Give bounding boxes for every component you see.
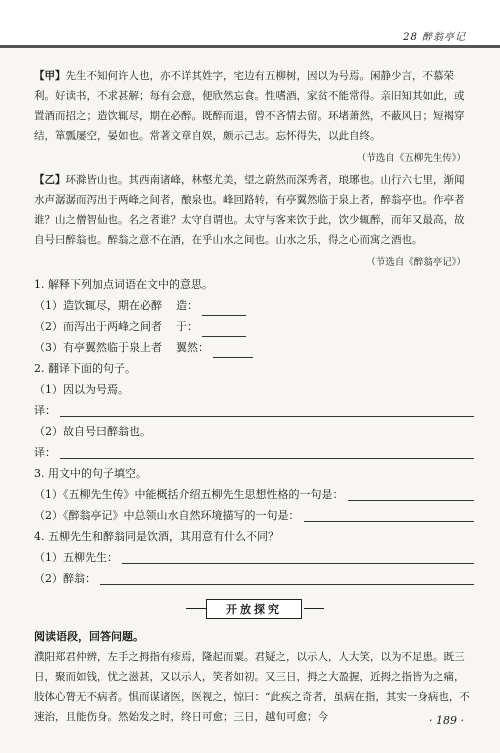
question-4-1-text: （1）五柳先生： [34, 551, 118, 564]
page-header [0, 0, 500, 48]
translation-label-2: 译： [34, 446, 56, 459]
passage-b-source: （节选自《醉翁亭记》） [366, 257, 466, 268]
question-4: 4. 五柳先生和醉翁同是饮酒，其用意有什么不同？ [34, 530, 279, 543]
translation-label-1: 译： [34, 404, 56, 417]
question-3-1-row [34, 484, 474, 505]
passage-a [34, 66, 474, 146]
question-1-2-word: 于： [176, 320, 198, 333]
passage-b [34, 170, 474, 250]
question-1-1 [34, 295, 474, 316]
banner-rule-left [186, 608, 206, 609]
answer-blank-1-3[interactable] [213, 343, 253, 358]
question-4-2-row [34, 568, 474, 589]
question-2-1: （1）因以为号焉。 [34, 383, 129, 396]
answer-blank-3-1[interactable] [348, 486, 475, 501]
translation-blank-2[interactable] [60, 444, 474, 459]
question-4-2-text: （2）醉翁： [34, 572, 96, 585]
chapter-title: 28 醉翁亭记 [403, 32, 466, 43]
question-3-2-row [34, 505, 474, 526]
reading-passage: 濮阳郑君仲辨，左手之拇指有疹焉，隆起而粟。君疑之，以示人，人大笑，以为不足患。既三日，聚而如钱，忧之滋甚，又以示人，笑者如初。又三日，拇之大盈握，近拇之指皆为之痛，肢体心膂无不病者。惧而谋诸医，医视之，惊曰：“此疾之奇者，虽病在指，其实一身病也，不速治，且能伤身。然始发之时，终日可愈；三日，越旬可愈；今 [34, 651, 470, 723]
section-title: 开放探究 [206, 599, 302, 619]
question-3-2-text: （2）《醉翁亭记》中总领山水自然环境描写的一句是： [34, 509, 300, 522]
answer-blank-1-1[interactable] [202, 301, 246, 316]
section-banner [206, 599, 302, 619]
question-3-1-text: （1）《五柳先生传》中能概括介绍五柳先生思想性格的一句是： [34, 488, 344, 501]
page-content [34, 66, 474, 727]
question-1-3-word: 翼然： [176, 341, 209, 354]
question-2-2: （2）故自号曰醉翁也。 [34, 425, 151, 438]
translation-row-2 [34, 442, 474, 463]
question-1-2-text: （2）而泻出于两峰之间者 [34, 320, 162, 333]
passage-a-source: （节选自《五柳先生传》） [356, 153, 466, 164]
passage-a-text: 先生不知何许人也，亦不详其姓字，宅边有五柳树，因以为号焉。闲静少言，不慕荣利。好读书，不求甚解；每有会意，便欣然忘食。性嗜酒，家贫不能常得。亲旧知其如此，或置酒而招之；造饮辄尽，期在必醉。既醉而退，曾不吝情去留。环堵萧然，不蔽风日；短褐穿结，箪瓢屡空，晏如也。常著文章自娱，颇示己志。忘怀得失，以此自终。 [34, 70, 465, 142]
question-1-3-text: （3）有亭翼然临于泉上者 [34, 341, 162, 354]
question-3: 3. 用文中的句子填空。 [34, 467, 147, 480]
answer-blank-1-2[interactable] [202, 322, 246, 337]
passage-b-tag: 【乙】 [34, 174, 66, 186]
question-1-1-word: 造： [176, 299, 198, 312]
question-1-3 [34, 337, 474, 358]
question-4-1-row [34, 547, 474, 568]
translation-row-1 [34, 400, 474, 421]
question-1-1-text: （1）造饮辄尽，期在必醉 [34, 299, 162, 312]
question-1-2 [34, 316, 474, 337]
reading-heading: 阅读语段，回答问题。 [34, 630, 144, 643]
question-1: 1. 解释下列加点词语在文中的意思。 [34, 278, 213, 291]
passage-b-text: 环滁皆山也。其西南诸峰，林壑尤美，望之蔚然而深秀者，琅琊也。山行六七里，渐闻水声潺潺而泻出于两峰之间者，酿泉也。峰回路转，有亭翼然临于泉上者，醉翁亭也。作亭者谁？山之僧智仙也。名之者谁？太守自谓也。太守与客来饮于此，饮少辄醉，而年又最高，故自号曰醉翁也。醉翁之意不在酒，在乎山水之间也。山水之乐，得之心而寓之酒也。 [34, 174, 465, 246]
banner-rule-right [304, 608, 324, 609]
answer-blank-4-1[interactable] [122, 549, 474, 564]
page-number: · 189 · [429, 714, 464, 727]
passage-a-tag: 【甲】 [34, 70, 66, 82]
answer-blank-3-2[interactable] [304, 507, 475, 522]
answer-blank-4-2[interactable] [100, 570, 474, 585]
question-2: 2. 翻译下面的句子。 [34, 362, 136, 375]
translation-blank-1[interactable] [60, 402, 474, 417]
